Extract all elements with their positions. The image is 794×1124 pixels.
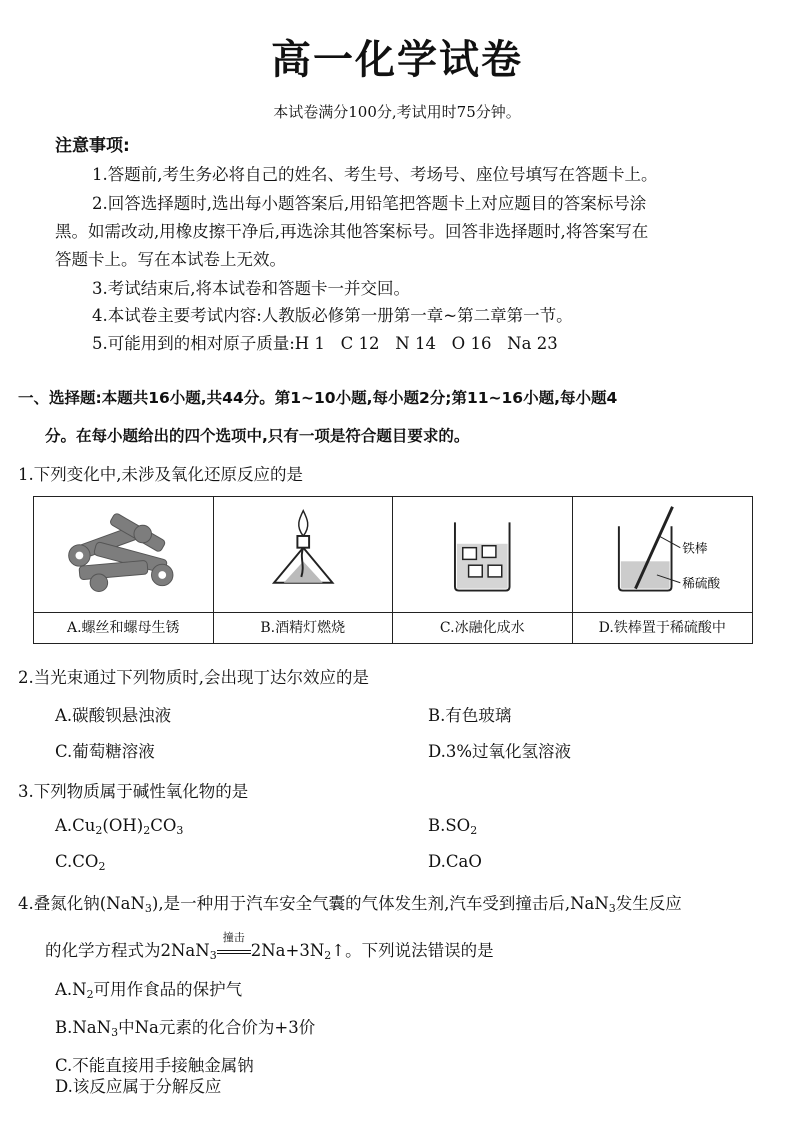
q4-s2-sub1: 3 (209, 949, 217, 962)
note-line-3: 黑。如需改动,用橡皮擦干净后,再选涂其他答案标号。回答非选择题时,将答案写在 (55, 222, 649, 241)
q4-stem-line-1 (18, 890, 682, 915)
nut-3 (134, 525, 152, 543)
exam-subtitle: 本试卷满分100分,考试用时75分钟。 (273, 103, 521, 121)
ice-cube-1 (463, 548, 477, 560)
ice-beaker-image (393, 497, 572, 612)
q1-image-table (33, 496, 753, 644)
screw-3 (79, 560, 148, 580)
q1-caption-a: A.螺丝和螺母生锈 (34, 613, 214, 643)
q3-a-sub2: 2 (143, 824, 151, 837)
note-line-6: 4.本试卷主要考试内容:人教版必修第一册第一章~第二章第一节。 (92, 306, 573, 325)
q1-caption-b: B.酒精灯燃烧 (214, 613, 394, 643)
nut-hole-2 (158, 571, 166, 579)
rod-label-line (658, 536, 679, 548)
lamp-flame (298, 511, 307, 536)
q2-stem: 2.当光束通过下列物质时,会出现丁达尔效应的是 (18, 668, 369, 687)
q1-caption-d: D.铁棒置于稀硫酸中 (598, 620, 726, 636)
q4-b-sub: 3 (111, 1026, 119, 1039)
q4-option-d: D.该反应属于分解反应 (55, 1077, 222, 1096)
q4-stem-line-2 (45, 931, 494, 962)
q1-image-b (214, 497, 394, 613)
q3-c-part1: C.CO (55, 852, 99, 871)
q3-a-sub1: 2 (95, 824, 103, 837)
iron-rod-label: 铁棒 (681, 540, 708, 556)
q4-s2-part3: ↑。下列说法错误的是 (331, 941, 494, 960)
q4-b-part2: 中Na元素的化合价为+3价 (118, 1018, 316, 1037)
ice-cube-3 (469, 565, 483, 577)
iron-rod-acid-image (573, 497, 753, 612)
q1-stem: 1.下列变化中,未涉及氧化还原反应的是 (18, 465, 303, 484)
dilute-acid-label: 稀硫酸 (681, 575, 720, 591)
q4-option-a (55, 976, 242, 1001)
q3-option-d: D.CaO (428, 852, 482, 871)
q4-a-part2: 可用作食品的保护气 (93, 980, 243, 999)
q2-option-c: C.葡萄糖溶液 (55, 742, 155, 761)
q4-b-part1: B.NaN (55, 1018, 112, 1037)
q1-image-a (34, 497, 214, 613)
nut-4 (90, 574, 108, 592)
q3-option-a (55, 816, 183, 837)
note-line-1: 1.答题前,考生务必将自己的姓名、考生号、考场号、座位号填写在答题卡上。 (92, 165, 658, 184)
q4-s1-sub1: 3 (144, 902, 152, 915)
reaction-condition (217, 931, 251, 960)
q4-s1-part1: 4.叠氮化钠(NaN (18, 894, 145, 913)
q4-s2-sub2: 2 (324, 949, 332, 962)
q3-option-b (428, 816, 477, 837)
note-line-4: 答题卡上。写在本试卷上无效。 (55, 250, 286, 269)
exam-title: 高一化学试卷 (271, 37, 523, 83)
q1-image-c (393, 497, 573, 613)
q3-a-sub3: 3 (176, 824, 184, 837)
q3-b-sub: 2 (470, 824, 478, 837)
q4-s1-sub2: 3 (608, 902, 616, 915)
note-line-2: 2.回答选择题时,选出每小题答案后,用铅笔把答题卡上对应题目的答案标号涂 (92, 194, 647, 213)
reaction-condition-label: 撞击 (222, 931, 245, 944)
q4-option-b (55, 1014, 315, 1039)
alcohol-lamp-image (214, 497, 393, 612)
q2-option-d: D.3%过氧化氢溶液 (428, 742, 572, 761)
q4-s2-part1: 的化学方程式为2NaN (45, 941, 210, 960)
note-line-5: 3.考试结束后,将本试卷和答题卡一并交回。 (92, 279, 410, 298)
q1-caption-c: C.冰融化成水 (393, 613, 573, 643)
nut-hole-1 (75, 552, 83, 560)
note-line-7: 5.可能用到的相对原子质量:H 1 C 12 N 14 O 16 Na 23 (92, 334, 558, 353)
q2-option-a: A.碳酸钡悬浊液 (55, 706, 172, 725)
q3-a-part1: A.Cu (55, 816, 96, 835)
q4-a-part1: A.N (55, 980, 87, 999)
equals-sign (217, 950, 251, 954)
q3-a-part3: CO (150, 816, 177, 835)
q3-stem: 3.下列物质属于碱性氧化物的是 (18, 782, 249, 801)
q2-option-b: B.有色玻璃 (428, 706, 512, 725)
rusty-screws-image (34, 497, 213, 612)
q4-s2-part2: 2Na+3N (250, 941, 325, 960)
q3-a-part2: (OH) (102, 816, 144, 835)
q4-a-sub: 2 (86, 988, 94, 1001)
ice-cube-4 (488, 565, 502, 577)
lamp-neck (297, 536, 309, 548)
q3-option-c (55, 852, 105, 873)
q3-c-sub: 2 (98, 860, 106, 873)
q4-s1-part2: ),是一种用于汽车安全气囊的气体发生剂,汽车受到撞击后,NaN (151, 894, 609, 913)
ice-cube-2 (482, 546, 496, 558)
q4-option-c: C.不能直接用手接触金属钠 (55, 1056, 254, 1075)
q4-s1-part3: 发生反应 (615, 894, 682, 913)
section-heading-line-1: 一、选择题:本题共16小题,共44分。第1~10小题,每小题2分;第11~16小题,每小题4 (18, 389, 618, 407)
q3-b-part1: B.SO (428, 816, 471, 835)
notes-heading: 注意事项: (55, 136, 130, 156)
lamp-wick (301, 548, 303, 577)
section-heading-line-2: 分。在每小题给出的四个选项中,只有一项是符合题目要求的。 (45, 427, 470, 445)
q1-image-d (573, 497, 753, 613)
